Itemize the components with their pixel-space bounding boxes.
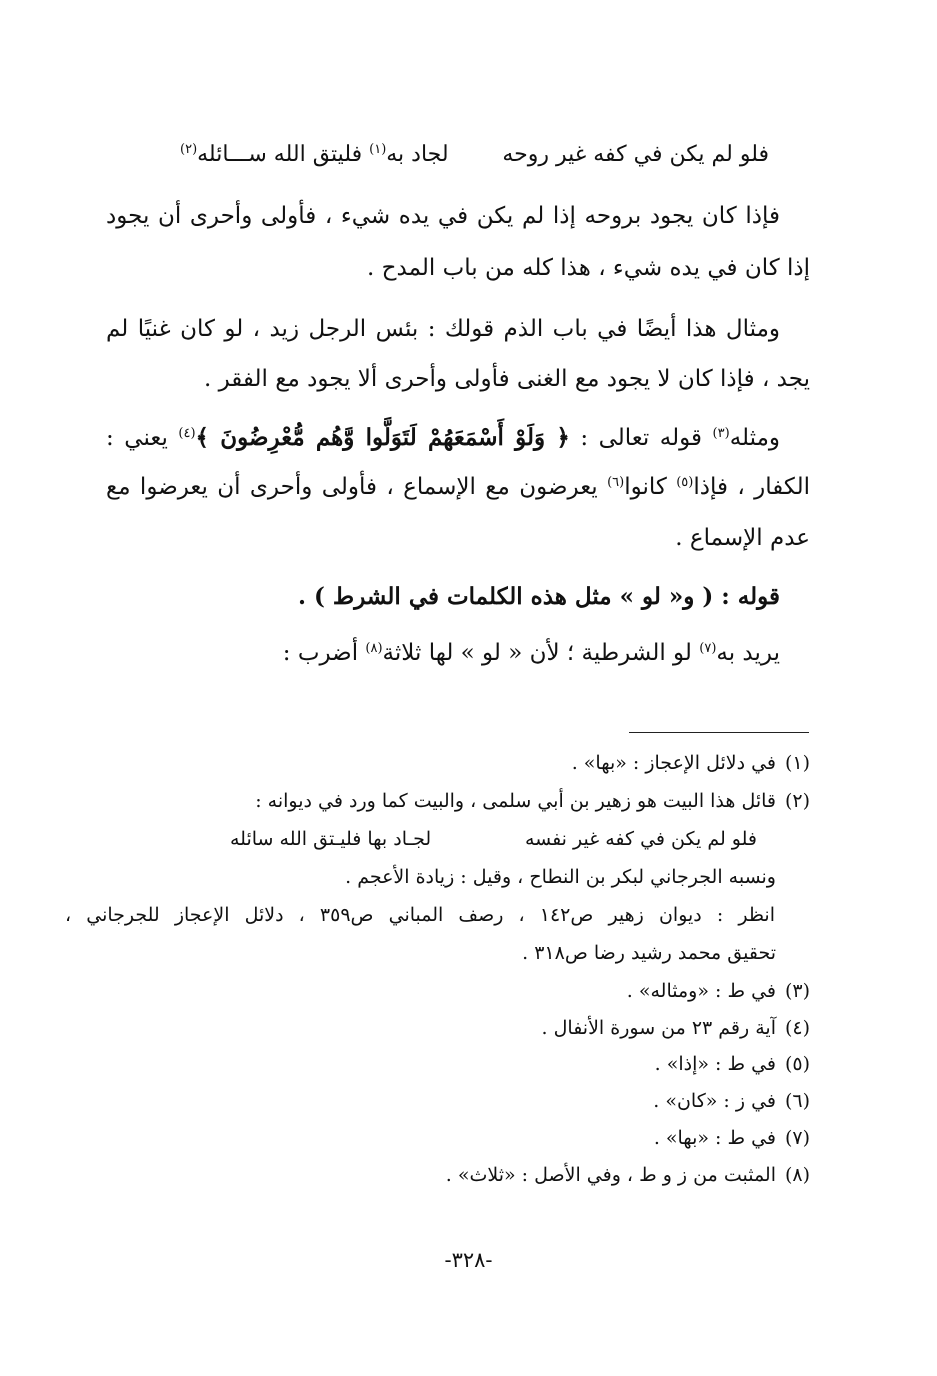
footnote-number: (٤) <box>784 1017 810 1039</box>
text: يعرضون مع الإسماع ، فأولى وأحرى أن يعرضوا مع <box>106 474 608 500</box>
footnote-text: في ز : «كان» . <box>653 1090 776 1112</box>
verse-text: لجاد به <box>386 142 449 167</box>
section-heading: قوله : ( و« لو » مثل هذه الكلمات في الشرط ) . <box>298 583 780 610</box>
paragraph-line <box>106 474 810 502</box>
footnote-verse <box>230 828 757 851</box>
footnote-ref: (٧) <box>699 641 717 656</box>
footnote-text: في ط : «بها» . <box>653 1127 776 1149</box>
footnote-2 <box>255 790 810 813</box>
footnote-ref: (٨) <box>365 641 383 656</box>
verse-hemistich-2 <box>180 142 449 167</box>
paragraph-line: عدم الإسماع . <box>675 525 810 551</box>
footnote-ref: (٦) <box>607 475 625 490</box>
footnote-8 <box>446 1164 810 1187</box>
footnote-text: المثبت من ز و ط ، وفي الأصل : «ثلاث» . <box>445 1164 776 1186</box>
footnote-ref: (٣) <box>712 426 730 441</box>
paragraph-line: إذا كان في يده شيء ، هذا كله من باب المدح . <box>367 255 810 281</box>
verse-text: فليتق الله ســـائله <box>197 142 370 167</box>
footnote-text: قائل هذا البيت هو زهير بن أبي سلمى ، والبيت كما ورد في ديوانه : <box>255 790 776 812</box>
footnote-verse-hemistich-1: فلو لم يكن في كفه غير نفسه <box>524 828 757 850</box>
footnote-text: في ط : «إذا» . <box>654 1053 776 1075</box>
quran-quote: ﴿ وَلَوْ أَسْمَعَهُمْ لَتَوَلَّوا وَّهُم مُّعْرِضُونَ ﴾ <box>195 424 570 451</box>
footnote-number: (٦) <box>784 1090 810 1112</box>
text: ومثله <box>729 425 780 451</box>
paragraph-line <box>283 640 780 668</box>
footnote-line: ونسبه الجرجاني لبكر بن النطاح ، وقيل : زيادة الأعجم . <box>345 866 776 888</box>
footnote-4 <box>542 1017 810 1040</box>
footnote-number: (١) <box>784 752 810 774</box>
text: لو الشرطية ؛ لأن « لو » لها ثلاثة <box>382 640 700 666</box>
footnote-ref: (٤) <box>178 426 196 441</box>
text: يريد به <box>716 640 780 666</box>
footnote-line: انظر : ديوان زهير ص١٤٢ ، رصف المباني ص٣٥٩ ، دلائل الإعجاز للجرجاني ، <box>65 904 776 926</box>
footnote-7 <box>654 1127 810 1150</box>
footnote-verse-hemistich-2: لجـاد بها فليـتق الله سائله <box>230 828 432 850</box>
paragraph-line: فإذا كان يجود بروحه إذا لم يكن في يده شيء ، فأولى وأحرى أن يجود <box>106 203 780 229</box>
text: كانوا <box>624 474 677 500</box>
footnote-text: في ط : «ومثاله» . <box>626 980 776 1002</box>
verse-hemistich-1: فلو لم يكن في كفه غير روحه <box>502 142 769 167</box>
footnote-3 <box>627 980 810 1003</box>
footnote-5 <box>655 1053 810 1076</box>
text: يعني : <box>106 425 179 451</box>
footnote-separator <box>629 732 809 733</box>
paragraph-line: يجد ، فإذا كان لا يجود مع الغنى فأولى وأحرى ألا يجود مع الفقر . <box>203 366 810 392</box>
footnote-ref: (١) <box>369 142 387 157</box>
paragraph-line: ومثال هذا أيضًا في باب الذم قولك : بئس الرجل زيد ، لو كان غنيًا لم <box>106 316 780 342</box>
footnote-number: (٥) <box>784 1053 810 1075</box>
text: الكفار ، فإذا <box>693 474 810 500</box>
footnote-1 <box>572 752 810 775</box>
footnote-text: في دلائل الإعجاز : «بها» . <box>571 752 776 774</box>
paragraph-line <box>106 424 780 453</box>
footnote-ref: (٥) <box>676 475 694 490</box>
footnote-number: (٧) <box>784 1127 810 1149</box>
footnote-number: (٢) <box>784 790 810 812</box>
poem-verse <box>180 142 769 167</box>
footnote-ref: (٢) <box>180 142 198 157</box>
footnote-line: تحقيق محمد رشيد رضا ص٣١٨ . <box>522 942 776 964</box>
text: قوله تعالى : <box>569 425 713 451</box>
footnote-number: (٣) <box>784 980 810 1002</box>
footnote-6 <box>653 1090 810 1113</box>
footnote-number: (٨) <box>784 1164 810 1186</box>
footnote-text: آية رقم ٢٣ من سورة الأنفال . <box>541 1017 776 1039</box>
text: أضرب : <box>282 640 366 666</box>
page-number: -٣٢٨- <box>444 1248 493 1272</box>
